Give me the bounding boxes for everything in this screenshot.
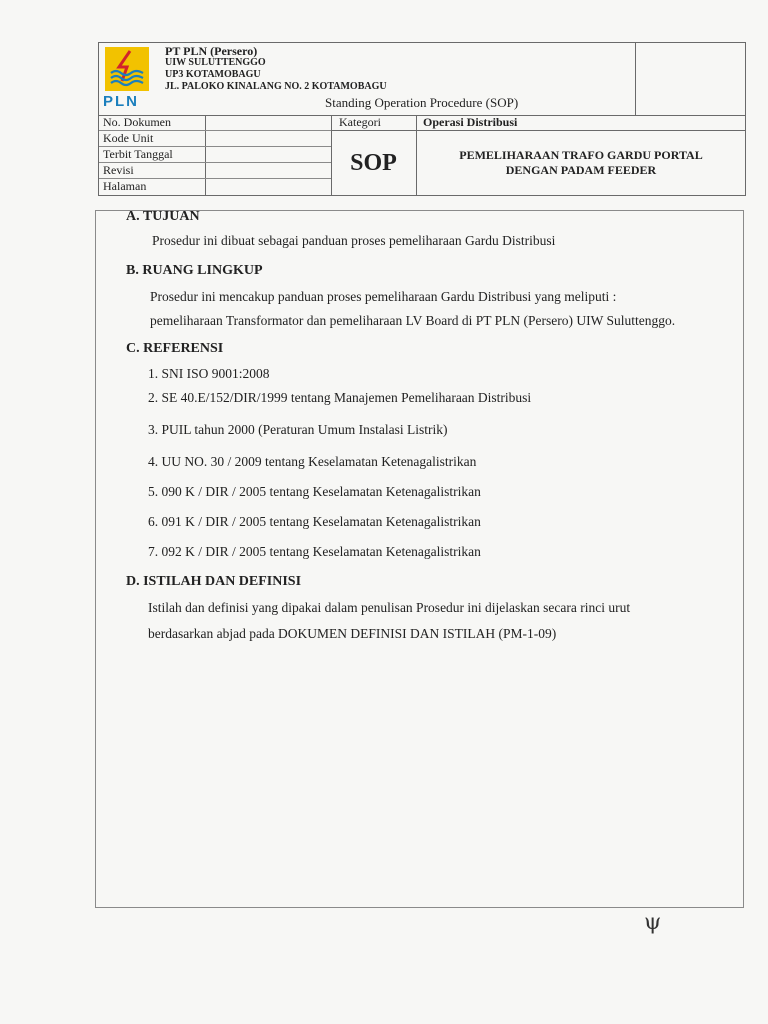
label-no-dokumen: No. Dokumen <box>99 115 205 131</box>
company-subunit: UP3 KOTAMOBAGU <box>165 69 261 80</box>
document-title-line1: PEMELIHARAAN TRAFO GARDU PORTAL <box>459 148 703 162</box>
label-terbit-tanggal: Terbit Tanggal <box>99 147 205 163</box>
section-b-heading: B. RUANG LINGKUP <box>126 263 263 278</box>
handwritten-page-mark: ψ <box>644 910 662 935</box>
value-cell <box>205 131 331 147</box>
company-unit: UIW SULUTTENGGO <box>165 57 266 68</box>
sop-header-table <box>98 42 746 196</box>
kategori-value: Operasi Distribusi <box>417 115 745 131</box>
header-top <box>99 43 745 116</box>
logo-icon <box>105 47 149 91</box>
company-name: PT PLN (Persero) <box>165 44 258 58</box>
section-d-heading: D. ISTILAH DAN DEFINISI <box>126 574 302 589</box>
section-a-text: Prosedur ini dibuat sebagai panduan proses pemeliharaan Gardu Distribusi <box>152 233 556 248</box>
sop-label: SOP <box>331 131 417 195</box>
document-title <box>417 131 745 195</box>
section-c-heading: C. REFERENSI <box>126 341 224 356</box>
section-a-heading: A. TUJUAN <box>126 209 200 224</box>
section-d-text-2: berdasarkan abjad pada DOKUMEN DEFINISI DAN ISTILAH (PM-1-09) <box>148 626 557 641</box>
value-column <box>205 115 332 195</box>
reference-item: 1. SNI ISO 9001:2008 <box>148 366 270 381</box>
value-cell <box>205 115 331 131</box>
reference-item: 3. PUIL tahun 2000 (Peraturan Umum Instalasi Listrik) <box>148 422 448 437</box>
label-halaman: Halaman <box>103 179 147 193</box>
label-revisi: Revisi <box>99 163 205 179</box>
value-cell <box>205 147 331 163</box>
reference-item: 2. SE 40.E/152/DIR/1999 tentang Manajemen Pemeliharaan Distribusi <box>148 390 532 405</box>
section-b-text-2: pemeliharaan Transformator dan pemeliharaan LV Board di PT PLN (Persero) UIW Suluttenggo. <box>150 313 676 328</box>
label-column <box>99 115 206 195</box>
kategori-label: Kategori <box>331 115 417 131</box>
logo-text: PLN <box>103 93 139 110</box>
content-box <box>95 210 744 908</box>
label-kode-unit: Kode Unit <box>99 131 205 147</box>
reference-item: 5. 090 K / DIR / 2005 tentang Keselamatan Ketenagalistrikan <box>148 484 481 499</box>
section-d-text-1: Istilah dan definisi yang dipakai dalam penulisan Prosedur ini dijelaskan secara rinci urut <box>148 600 631 615</box>
header-grid <box>99 115 745 195</box>
pln-logo <box>103 47 151 111</box>
header-empty-cell <box>635 43 636 115</box>
value-cell <box>205 163 331 179</box>
reference-item: 7. 092 K / DIR / 2005 tentang Keselamatan Ketenagalistrikan <box>148 544 481 559</box>
company-address: JL. PALOKO KINALANG NO. 2 KOTAMOBAGU <box>165 81 387 92</box>
sop-full-title: Standing Operation Procedure (SOP) <box>325 95 519 110</box>
document-title-line2: DENGAN PADAM FEEDER <box>505 163 657 177</box>
section-b-text-1: Prosedur ini mencakup panduan proses pemeliharaan Gardu Distribusi yang meliputi : <box>150 289 617 304</box>
reference-item: 4. UU NO. 30 / 2009 tentang Keselamatan Ketenagalistrikan <box>148 454 477 469</box>
company-info <box>165 45 387 93</box>
reference-item: 6. 091 K / DIR / 2005 tentang Keselamatan Ketenagalistrikan <box>148 514 481 529</box>
